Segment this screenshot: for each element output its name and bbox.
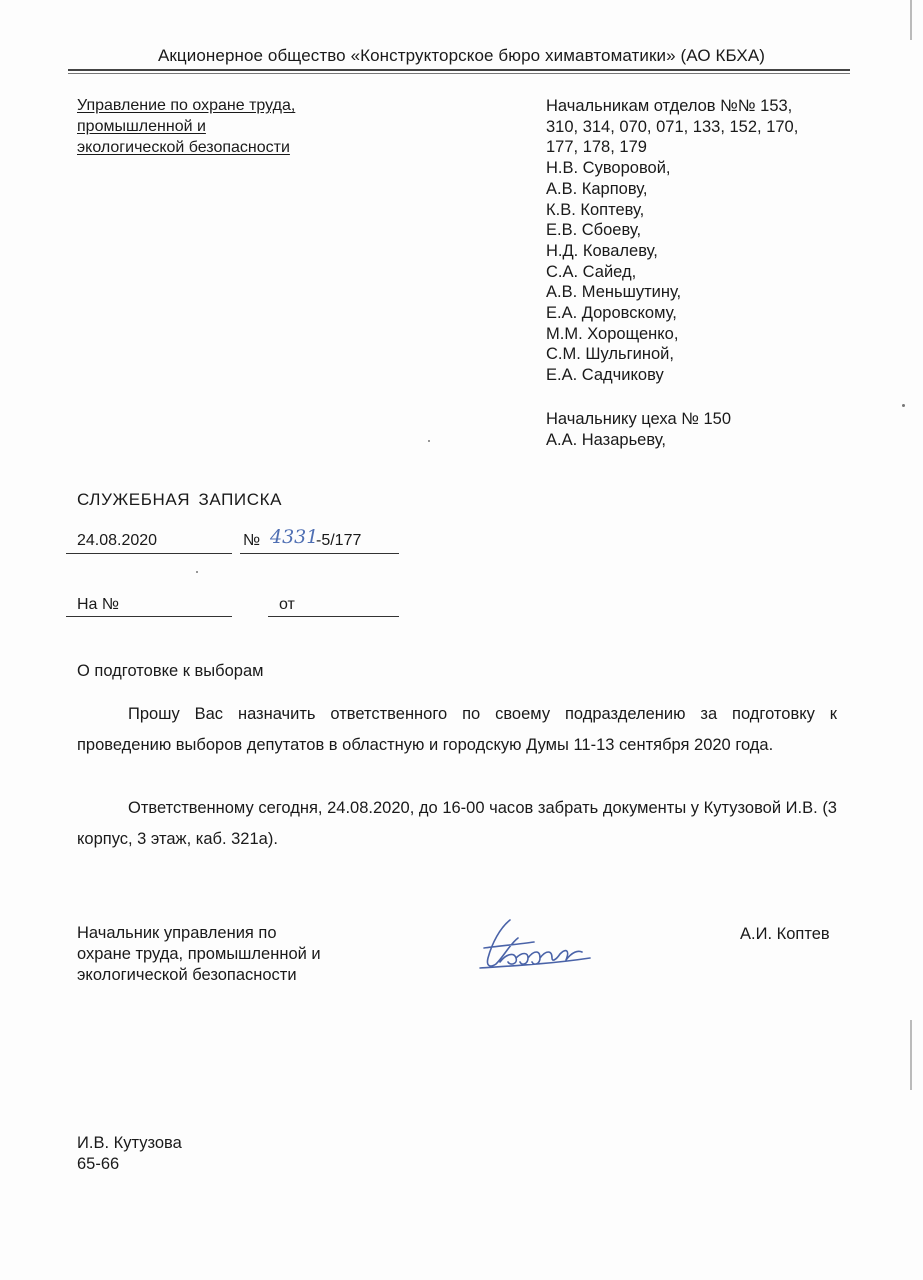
sender-department-line: экологической безопасности [77,139,290,156]
registration-number-suffix: -5/177 [316,532,362,549]
signatory-name: А.И. Коптев [740,925,830,943]
recipient-line: 177, 178, 179 [546,138,647,157]
recipient-shop-line: А.А. Назарьеву, [546,431,666,449]
recipient-shop-block [546,409,846,451]
reference-date-label: от [279,596,295,613]
paper-speck [428,440,430,442]
signatory-position [77,923,377,986]
signatory-position-line: Начальник управления по [77,924,277,942]
recipient-line: С.М. Шульгиной, [546,345,674,364]
registration-date: 24.08.2020 [77,532,158,549]
handwritten-signature [470,908,595,978]
reference-number-label: На № [77,596,120,613]
scan-edge-mark [910,1020,912,1090]
header-rule [68,69,850,71]
organization-header: Акционерное общество «Конструкторское бюро химавтоматики» (АО КБХА) [157,46,766,65]
recipient-line: А.В. Меньшутину, [546,283,682,302]
recipient-line: М.М. Хорощенко, [546,324,679,343]
sender-department [77,95,377,158]
document-subject: О подготовке к выборам [77,662,264,680]
registration-number-handwritten: 4331 [270,526,319,548]
registration-date-underline [66,553,232,554]
recipient-line: Е.А. Садчикову [546,366,664,385]
registration-number-label: № [243,532,261,549]
recipient-line: Н.Д. Ковалеву, [546,241,658,260]
signatory-position-line: охране труда, промышленной и [77,945,321,963]
document-type-title: СЛУЖЕБНАЯ ЗАПИСКА [77,490,283,509]
recipient-line: Н.В. Суворовой, [546,159,671,178]
paper-speck [902,404,905,407]
sender-department-line: промышленной и [77,118,206,135]
scan-edge-mark [910,0,912,40]
recipient-line: Е.В. Сбоеву, [546,221,642,240]
body-paragraph: Ответственному сегодня, 24.08.2020, до 16-00 часов забрать документы у Кутузовой И.В. (3 корпус, 3 этаж, каб. 321а). [77,799,837,848]
recipient-line: 310, 314, 070, 071, 133, 152, 170, [546,117,799,136]
recipient-line: К.В. Коптеву, [546,200,645,219]
reference-date-underline [268,616,399,617]
recipient-line: А.В. Карпову, [546,179,648,198]
reference-number-underline [66,616,232,617]
sender-department-line: Управление по охране труда, [77,97,296,114]
recipient-line: Начальникам отделов №№ 153, [546,97,793,115]
registration-number-underline [240,553,399,554]
body-paragraph: Прошу Вас назначить ответственного по своему подразделению за подготовку к проведению выборов депутатов в областную и городскую Думы 11-13 сентября 2020 года. [77,705,837,754]
recipient-shop-line: Начальнику цеха № 150 [546,410,732,428]
executor-phone: 65-66 [77,1155,120,1173]
paper-speck [196,571,198,573]
recipient-line: Е.А. Доровскому, [546,304,677,323]
executor-block [77,1133,182,1175]
executor-name: И.В. Кутузова [77,1134,182,1152]
signatory-position-line: экологической безопасности [77,966,297,984]
recipient-line: С.А. Сайед, [546,262,637,281]
recipients-block [546,96,846,386]
header-rule-thin [68,73,850,74]
signature-stroke [480,920,590,968]
